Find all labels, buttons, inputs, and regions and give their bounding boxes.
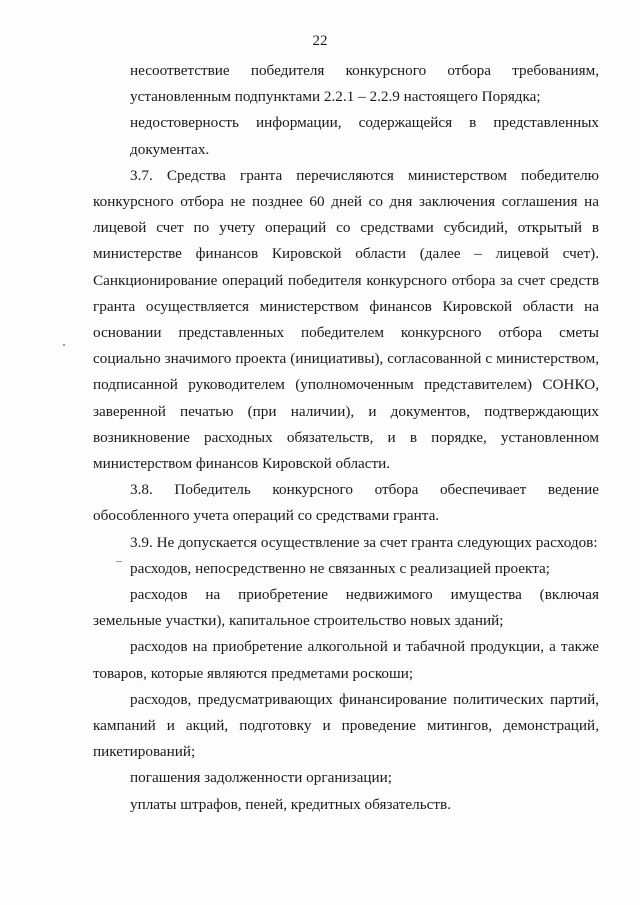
- paragraph-nonconformity: несоответствие победителя конкурсного отбора требованиям, установленным подпунктами 2.2.1 – 2.2.9 настоящего Порядка;: [130, 62, 599, 106]
- scan-speck-mark: [63, 344, 65, 346]
- list-item-alcohol-tobacco: расходов на приобретение алкогольной и табачной продукции, а также товаров, которые являются предметами роскоши;: [93, 638, 599, 682]
- page-number: 22: [312, 33, 328, 49]
- paragraph-unreliability: недостоверность информации, содержащейся в представленных документах.: [130, 114, 599, 158]
- list-item-real-estate: расходов на приобретение недвижимого имущества (включая земельные участки), капитальное строительство новых зданий;: [93, 586, 599, 630]
- list-item-political: расходов, предусматривающих финансирование политических партий, кампаний и акций, подготовку и проведение митингов, демонстраций, пикетирований;: [93, 690, 599, 761]
- paragraph-3-7: 3.7. Средства гранта перечисляются министерством победителю конкурсного отбора не позднее 60 дней со дня заключения соглашения на лицевой счет по учету операций со средствами субсидий, открытый в министерстве финансов Кировской области (далее – лицевой счет). Санкционирование операций победителя конкурсного отбора за счет средств гранта осуществляется министерством финансов Кировской области на основании представленных победителем конкурсного отбора сметы социально значимого проекта (инициативы), согласованной с министерством, подписанной руководителем (уполномоченным представителем) СОНКО, заверенной печатью (при наличии), и документов, подтверждающих возникновение расходных обязательств, и в порядке, установленном министерством финансов Кировской области.: [93, 166, 599, 473]
- paragraph-3-9: 3.9. Не допускается осуществление за счет гранта следующих расходов:: [130, 533, 598, 551]
- list-item-unrelated-expenses: расходов, непосредственно не связанных с реализацией проекта;: [130, 559, 551, 577]
- paragraph-3-8: 3.8. Победитель конкурсного отбора обеспечивает ведение обособленного учета операций со средствами гранта.: [93, 481, 599, 525]
- list-item-fines: уплаты штрафов, пеней, кредитных обязательств.: [130, 795, 452, 813]
- scan-dash-mark: [116, 561, 122, 562]
- list-item-debt-repayment: погашения задолженности организации;: [130, 769, 392, 787]
- document-body: [93, 58, 599, 818]
